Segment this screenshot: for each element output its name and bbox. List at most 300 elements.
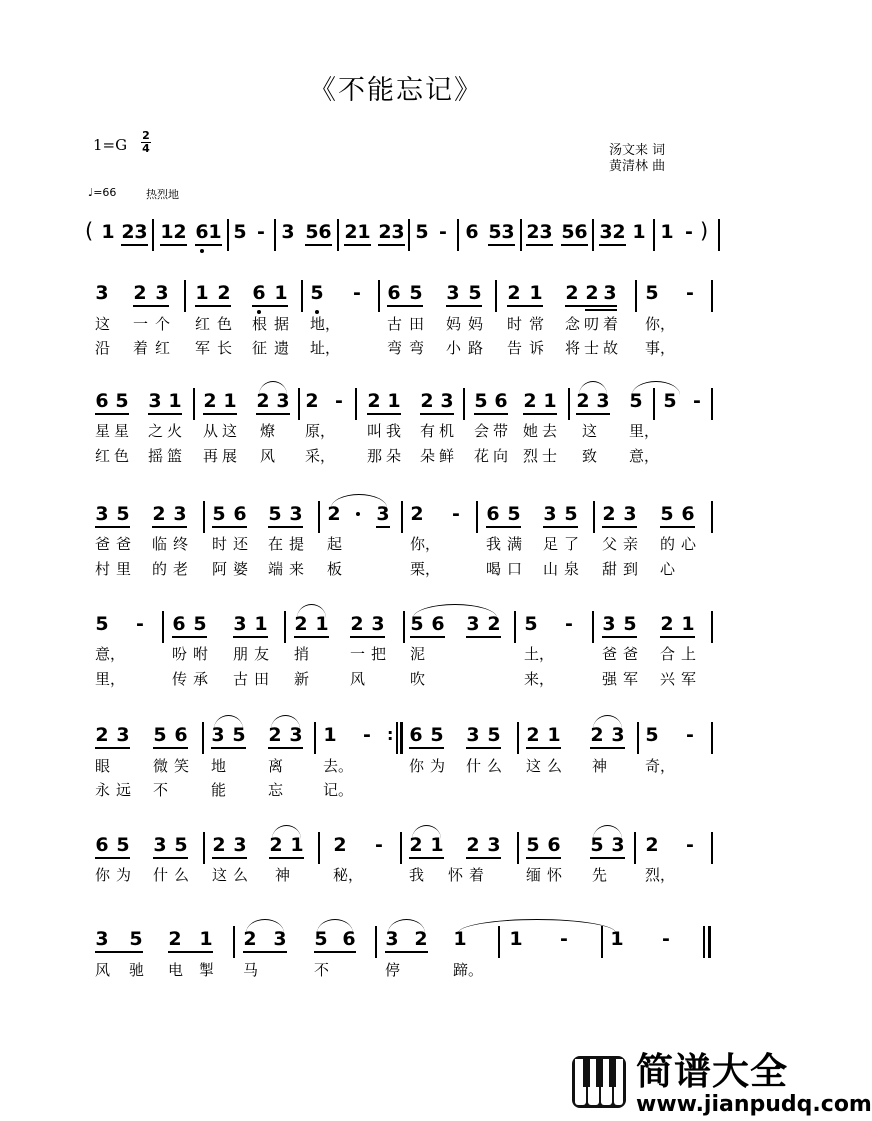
- note: 1: [168, 390, 182, 412]
- tempo-mark: ♩=66: [88, 186, 117, 199]
- lyric: 告诉: [507, 339, 552, 357]
- note: 1: [274, 282, 288, 304]
- intro-row: [0, 221, 792, 261]
- lyrics-line-1-verse-2: [0, 339, 792, 359]
- note: 3: [611, 834, 625, 856]
- lyric: 之火: [148, 422, 187, 440]
- lyric: 不: [153, 781, 169, 799]
- note: 1: [632, 221, 646, 243]
- note: 5: [645, 282, 659, 304]
- note: 1: [681, 613, 695, 635]
- note: 5: [623, 613, 637, 635]
- note: -: [662, 928, 670, 950]
- lyric: 星星: [95, 422, 134, 440]
- note: 2: [585, 282, 599, 304]
- lyric: 红色: [95, 447, 134, 465]
- note: 3: [501, 221, 515, 243]
- note: 2: [612, 221, 626, 243]
- note: 3: [596, 390, 610, 412]
- lyric: 的老: [152, 560, 195, 578]
- note: 3: [273, 928, 287, 950]
- lyric: 怀着: [448, 866, 491, 884]
- note: -: [565, 613, 573, 635]
- note: 5: [487, 724, 501, 746]
- note: 1: [453, 928, 467, 950]
- lyrics-line-5-verse-2: [0, 781, 792, 801]
- note: 6: [318, 221, 332, 243]
- note: 5: [268, 503, 282, 525]
- note: 3: [155, 282, 169, 304]
- note: 5: [663, 390, 677, 412]
- lyric: 板: [327, 560, 343, 578]
- note: 1: [199, 928, 213, 950]
- lyrics-line-1-verse-1: [0, 315, 792, 335]
- lyric: 这么: [526, 757, 569, 775]
- note: 5: [116, 834, 130, 856]
- lyric: 征遗: [252, 339, 297, 357]
- lyric: 心: [660, 560, 676, 578]
- lyric: 烈士: [523, 447, 562, 465]
- note: 3: [211, 724, 225, 746]
- lyric: 爸爸: [95, 535, 138, 553]
- lyric: 甜到: [602, 560, 645, 578]
- note: -: [686, 724, 694, 746]
- note: -: [686, 834, 694, 856]
- lyric: 沿: [95, 339, 111, 357]
- note: 2: [507, 282, 521, 304]
- lyric: 你，: [645, 315, 676, 333]
- note: 3: [95, 928, 109, 950]
- lyric: 原，: [305, 422, 336, 440]
- lyric: 山泉: [543, 560, 586, 578]
- lyric: 烈，: [645, 866, 676, 884]
- lyrics-line-7-verse-1: [0, 961, 792, 981]
- note: -: [335, 390, 343, 412]
- lyric: 什么: [466, 757, 509, 775]
- lyric: 吹: [410, 670, 426, 688]
- lyric: 将士故: [565, 339, 623, 357]
- lyric: 这: [95, 315, 111, 333]
- lyric: 你为: [409, 757, 452, 775]
- note: 6: [195, 221, 209, 243]
- logo-url: www.jianpudq.com: [636, 1092, 872, 1117]
- lyric: 时还: [212, 535, 255, 553]
- lyric: 从这: [203, 422, 242, 440]
- note: 5: [193, 613, 207, 635]
- note: 6: [574, 221, 588, 243]
- note: 2: [466, 834, 480, 856]
- note: 6: [486, 503, 500, 525]
- note: 1: [547, 724, 561, 746]
- lyric: 新: [294, 670, 310, 688]
- note: 5: [115, 390, 129, 412]
- note: -: [685, 221, 693, 243]
- note: 2: [243, 928, 257, 950]
- lyric: 强军: [602, 670, 645, 688]
- note: 1: [387, 390, 401, 412]
- lyric: 叫我: [367, 422, 406, 440]
- note: -: [452, 503, 460, 525]
- note: 3: [95, 282, 109, 304]
- note: 3: [95, 503, 109, 525]
- note: 2: [217, 282, 231, 304]
- note: 5: [430, 724, 444, 746]
- note: 2: [173, 221, 187, 243]
- lyric: 风: [350, 670, 366, 688]
- lyric: 里，: [95, 670, 126, 688]
- note: 5: [524, 613, 538, 635]
- note: 1: [610, 928, 624, 950]
- note: 3: [376, 503, 390, 525]
- note: 2: [344, 221, 358, 243]
- time-numerator: 2: [142, 129, 150, 142]
- lyric: 址，: [310, 339, 341, 357]
- lyric: 这: [582, 422, 598, 440]
- note: 6: [342, 928, 356, 950]
- note: 5: [95, 613, 109, 635]
- note: 3: [539, 221, 553, 243]
- lyric: 忘: [268, 781, 284, 799]
- note: 6: [174, 724, 188, 746]
- lyric: 兴军: [660, 670, 703, 688]
- note: 5: [129, 928, 143, 950]
- note: 5: [410, 613, 424, 635]
- lyric: 小路: [446, 339, 491, 357]
- lyric: 栗，: [410, 560, 441, 578]
- lyric: 来，: [524, 670, 555, 688]
- lyric: 传承: [172, 670, 215, 688]
- lyric: 花向: [474, 447, 513, 465]
- lyric: 什么: [153, 866, 196, 884]
- lyric: 能: [211, 781, 227, 799]
- lyric: 奇，: [645, 757, 676, 775]
- lyric: 合上: [660, 645, 703, 663]
- note: 2: [212, 834, 226, 856]
- note: 6: [95, 834, 109, 856]
- note: 2: [269, 834, 283, 856]
- lyric: 捎: [294, 645, 310, 663]
- lyric: 起: [327, 535, 343, 553]
- note: 2: [294, 613, 308, 635]
- lyric: 一把: [350, 645, 393, 663]
- lyricist-credit: 汤文来 词: [609, 143, 666, 158]
- lyrics-line-4-verse-2: [0, 670, 792, 690]
- lyric: 意，: [95, 645, 126, 663]
- note: 1: [357, 221, 371, 243]
- note: 1: [660, 221, 674, 243]
- note: 2: [168, 928, 182, 950]
- note: 3: [385, 928, 399, 950]
- key-signature: 1=G: [93, 136, 128, 154]
- note: 2: [414, 928, 428, 950]
- lyrics-line-5-verse-1: [0, 757, 792, 777]
- lyric: 红色: [195, 315, 240, 333]
- logo-text: 简谱大全: [636, 1050, 788, 1093]
- note: 6: [95, 390, 109, 412]
- note: 1: [208, 221, 222, 243]
- note: 6: [233, 503, 247, 525]
- lyric: 朵鲜: [420, 447, 459, 465]
- lyric: 先: [592, 866, 608, 884]
- lyrics-line-4-verse-1: [0, 645, 792, 665]
- note: 3: [487, 834, 501, 856]
- lyrics-line-2-verse-1: [0, 422, 792, 442]
- note: 2: [327, 503, 341, 525]
- note: 5: [474, 390, 488, 412]
- page-title: 《不能忘记》: [309, 75, 483, 106]
- lyric: 她去: [523, 422, 562, 440]
- note: 3: [391, 221, 405, 243]
- lyric: 离: [268, 757, 284, 775]
- lyric: 足了: [543, 535, 586, 553]
- note: 5: [314, 928, 328, 950]
- lyric: 喝口: [486, 560, 529, 578]
- expression-mark: 热烈地: [146, 188, 179, 201]
- lyric: 我: [409, 866, 425, 884]
- lyric: 弯弯: [387, 339, 432, 357]
- lyric: 缅怀: [526, 866, 569, 884]
- lyric: 再展: [203, 447, 242, 465]
- note: 2: [602, 503, 616, 525]
- note: 1: [101, 221, 115, 243]
- note: 3: [440, 390, 454, 412]
- note: 1: [529, 282, 543, 304]
- note: 2: [409, 834, 423, 856]
- note: -: [257, 221, 265, 243]
- note: 6: [465, 221, 479, 243]
- note: 5: [507, 503, 521, 525]
- note: 2: [420, 390, 434, 412]
- note: 2: [367, 390, 381, 412]
- lyric: 那朵: [367, 447, 406, 465]
- note: 6: [387, 282, 401, 304]
- lyric: 泥: [410, 645, 426, 663]
- note: -: [693, 390, 701, 412]
- time-denominator: 4: [142, 142, 150, 155]
- lyric: 你，: [410, 535, 441, 553]
- note: 3: [602, 613, 616, 635]
- lyric: 一个: [133, 315, 178, 333]
- note: 5: [488, 221, 502, 243]
- note: 3: [466, 724, 480, 746]
- note: 5: [116, 503, 130, 525]
- note: 2: [410, 503, 424, 525]
- lyric: 吩咐: [172, 645, 215, 663]
- lyrics-line-2-verse-2: [0, 447, 792, 467]
- note: 3: [281, 221, 295, 243]
- note: 6: [172, 613, 186, 635]
- lyric: 村里: [95, 560, 138, 578]
- note: 5: [174, 834, 188, 856]
- lyric: 电掣: [168, 961, 231, 979]
- note: 2: [590, 724, 604, 746]
- piano-icon: [572, 1056, 626, 1108]
- note: -: [686, 282, 694, 304]
- lyric: 地，: [310, 315, 341, 333]
- note: 1: [543, 390, 557, 412]
- note: 1: [223, 390, 237, 412]
- lyric: 阿婆: [212, 560, 255, 578]
- note: 3: [603, 282, 617, 304]
- open-paren: (: [85, 219, 94, 243]
- note: 6: [431, 613, 445, 635]
- lyric: 意，: [629, 447, 660, 465]
- note: 5: [629, 390, 643, 412]
- lyric: 时常: [507, 315, 552, 333]
- note: 2: [333, 834, 347, 856]
- note: 3: [276, 390, 290, 412]
- lyric: 神: [592, 757, 608, 775]
- note: 3: [233, 834, 247, 856]
- note: 6: [681, 503, 695, 525]
- lyric: 秘，: [333, 866, 364, 884]
- note: 5: [409, 282, 423, 304]
- note: 3: [233, 613, 247, 635]
- lyric: 有机: [420, 422, 459, 440]
- note: 5: [305, 221, 319, 243]
- note: 6: [547, 834, 561, 856]
- note: -: [560, 928, 568, 950]
- note: 1: [290, 834, 304, 856]
- lyric: 神: [275, 866, 291, 884]
- note: 3: [371, 613, 385, 635]
- note: 2: [378, 221, 392, 243]
- note: 2: [565, 282, 579, 304]
- note: 2: [576, 390, 590, 412]
- note: 1: [195, 282, 209, 304]
- lyric: 去。: [323, 757, 354, 775]
- note: 2: [660, 613, 674, 635]
- note: -: [363, 724, 371, 746]
- note: 5: [590, 834, 604, 856]
- lyric: 根据: [252, 315, 297, 333]
- lyric: 古田: [387, 315, 432, 333]
- note: 2: [121, 221, 135, 243]
- lyric: 古田: [233, 670, 276, 688]
- note: 1: [160, 221, 174, 243]
- lyric: 军长: [195, 339, 240, 357]
- lyric: 永远: [95, 781, 138, 799]
- lyric: 事，: [645, 339, 676, 357]
- lyric: 你为: [95, 866, 138, 884]
- composer-credit: 黄清林 曲: [609, 159, 666, 174]
- time-signature: [140, 130, 152, 155]
- note: 3: [446, 282, 460, 304]
- repeat-end-sign: :: [387, 725, 394, 744]
- close-paren: ): [700, 219, 709, 243]
- lyric: 眼: [95, 757, 111, 775]
- note: 3: [611, 724, 625, 746]
- note: 5: [212, 503, 226, 525]
- lyric: 风: [260, 447, 276, 465]
- note: 1: [509, 928, 523, 950]
- lyric: 会带: [474, 422, 513, 440]
- site-logo[interactable]: [572, 1050, 872, 1118]
- note: 1: [323, 724, 337, 746]
- lyric: 采，: [305, 447, 336, 465]
- lyrics-line-3-verse-1: [0, 535, 792, 555]
- lyric: 风驰: [95, 961, 164, 979]
- lyrics-line-6-verse-1: [0, 866, 792, 886]
- note: 6: [252, 282, 266, 304]
- lyric: 念叨着: [565, 315, 623, 333]
- note: 3: [289, 724, 303, 746]
- lyric: 土，: [524, 645, 555, 663]
- note: 5: [153, 724, 167, 746]
- lyric: 停: [385, 961, 401, 979]
- lyric: 端来: [268, 560, 311, 578]
- note: 2: [645, 834, 659, 856]
- note: 5: [233, 221, 247, 243]
- lyric: 的心: [660, 535, 703, 553]
- note: 5: [415, 221, 429, 243]
- lyric: 地: [211, 757, 227, 775]
- note: 3: [289, 503, 303, 525]
- lyric: 爸爸: [602, 645, 645, 663]
- note: 1: [254, 613, 268, 635]
- note: 3: [623, 503, 637, 525]
- note: 3: [116, 724, 130, 746]
- lyric: 蹄。: [453, 961, 484, 979]
- note: 5: [561, 221, 575, 243]
- note: -: [136, 613, 144, 635]
- note: -: [375, 834, 383, 856]
- note: 5: [564, 503, 578, 525]
- note: 2: [203, 390, 217, 412]
- note: 2: [305, 390, 319, 412]
- note: 5: [660, 503, 674, 525]
- lyrics-line-3-verse-2: [0, 560, 792, 580]
- note: 6: [494, 390, 508, 412]
- note: 2: [133, 282, 147, 304]
- note: 5: [645, 724, 659, 746]
- note: 6: [409, 724, 423, 746]
- note: 2: [523, 390, 537, 412]
- lyric: 临终: [152, 535, 195, 553]
- lyric: 妈妈: [446, 315, 491, 333]
- note: 3: [173, 503, 187, 525]
- note: 2: [152, 503, 166, 525]
- note: 5: [526, 834, 540, 856]
- note: 3: [134, 221, 148, 243]
- note: 2: [95, 724, 109, 746]
- note: 3: [466, 613, 480, 635]
- note: 5: [310, 282, 324, 304]
- note: 3: [543, 503, 557, 525]
- note: 2: [526, 221, 540, 243]
- note: 3: [148, 390, 162, 412]
- note: 2: [256, 390, 270, 412]
- note: -: [353, 282, 361, 304]
- lyric: 致: [582, 447, 598, 465]
- lyric: 不: [314, 961, 330, 979]
- lyric: 着红: [133, 339, 178, 357]
- lyric: 微笑: [153, 757, 196, 775]
- lyric: 我满: [486, 535, 529, 553]
- note: 5: [232, 724, 246, 746]
- lyric: 马: [243, 961, 259, 979]
- note: -: [439, 221, 447, 243]
- note: 2: [487, 613, 501, 635]
- note: 3: [599, 221, 613, 243]
- note: 5: [468, 282, 482, 304]
- note: 1: [315, 613, 329, 635]
- lyric: 燎: [260, 422, 276, 440]
- note: 1: [430, 834, 444, 856]
- lyric: 这么: [212, 866, 255, 884]
- lyric: 父亲: [602, 535, 645, 553]
- lyric: 里，: [629, 422, 660, 440]
